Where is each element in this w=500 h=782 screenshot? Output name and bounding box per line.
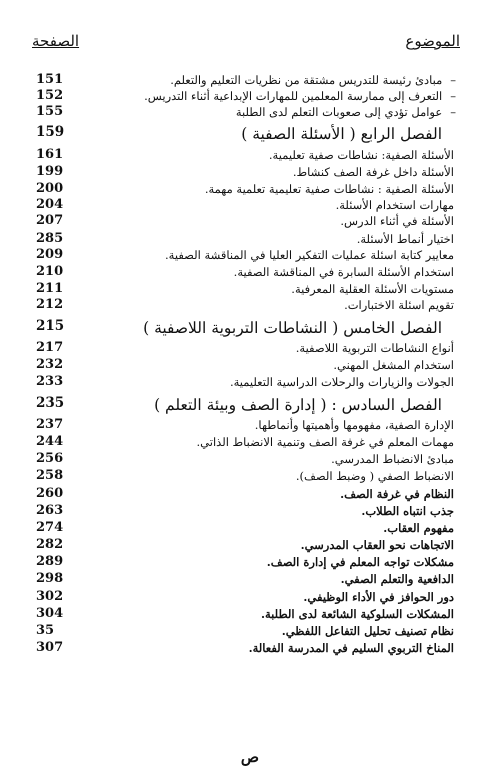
toc-entry-text: الاتجاهات نحو العقاب المدرسي. [300, 538, 454, 552]
toc-page-number: 235 [36, 395, 65, 411]
toc-page-number: 258 [36, 468, 64, 483]
toc-page-number: 212 [36, 297, 64, 312]
toc-entry-text: مستويات الأسئلة العقلية المعرفية. [291, 282, 454, 296]
toc-page-number: 209 [36, 247, 64, 262]
toc-entry-text: مفهوم العقاب. [383, 521, 454, 535]
toc-entry-text: – مبادئ رئيسة للتدريس مشتقة من نظريات التعليم والتعلم. [66, 72, 456, 88]
toc-entry-text: المناخ التربوي السليم في المدرسة الفعالة. [248, 641, 454, 655]
toc-entry-text: – عوامل تؤدي إلى صعوبات التعلم لدى الطلبة [66, 104, 456, 120]
toc-entry-text: مهارات استخدام الأسئلة. [335, 198, 454, 212]
toc-page-number: 35 [36, 623, 55, 638]
toc-entry-text: الأسئلة داخل غرفة الصف كنشاط. [292, 165, 454, 179]
toc-page-number: 161 [36, 147, 64, 162]
page-footer-letter: ص [240, 748, 260, 766]
toc-entry-text: الأسئلة في أثناء الدرس. [340, 214, 454, 228]
toc-entry-text: استخدام الأسئلة السابرة في المناقشة الصفية. [233, 265, 454, 279]
toc-page-number: 244 [36, 434, 64, 449]
toc-page-number: 256 [36, 451, 64, 466]
toc-page-number: 211 [36, 281, 64, 296]
toc-chapter-row [0, 395, 500, 417]
toc-row [0, 374, 500, 396]
toc-chapter-row [0, 318, 500, 340]
toc-entry-text: أنواع النشاطات التربوية اللاصفية. [295, 341, 454, 355]
toc-entry-text: الإدارة الصفية، مفهومها وأهميتها وأنماطها. [254, 418, 454, 432]
toc-entry-text: نظام تصنيف تحليل التفاعل اللفظي. [281, 624, 454, 638]
toc-chapter-title: الفصل الخامس ( النشاطات التربوية اللاصفية ) [143, 319, 442, 337]
toc-page-number: 159 [36, 124, 65, 140]
toc-page-number: 289 [36, 554, 64, 569]
toc-page-number: 282 [36, 537, 64, 552]
toc-entry-text: تقويم اسئلة الاختبارات. [344, 298, 454, 312]
toc-page-number: 151 [36, 72, 64, 87]
topic-column-header: الموضوع [405, 32, 460, 50]
toc-entry-text: مشكلات تواجه المعلم في إدارة الصف. [266, 555, 454, 569]
toc-entry-text: اختيار أنماط الأسئلة. [356, 232, 454, 246]
toc-entry-text: استخدام المشغل المهني. [333, 358, 454, 372]
toc-page-number: 217 [36, 340, 64, 355]
page-column-header: الصفحة [32, 32, 80, 50]
toc-entry-text: – التعرف إلى ممارسة المعلمين للمهارات الإبداعية أثناء التدريس. [66, 88, 456, 104]
toc-page-number: 285 [36, 231, 64, 246]
toc-page-number: 200 [36, 181, 64, 196]
toc-row [0, 104, 500, 126]
toc-entry-text: النظام في غرفة الصف. [340, 487, 454, 501]
toc-page-number: 232 [36, 357, 64, 372]
toc-entry-text: الأسئلة الصفية: نشاطات صفية تعليمية. [268, 148, 454, 162]
toc-page-number: 263 [36, 503, 64, 518]
toc-chapter-title: الفصل السادس : ( إدارة الصف وبيئة التعلم ) [154, 396, 442, 414]
toc-page-number: 215 [36, 318, 65, 334]
toc-entry-text: الدافعية والتعلم الصفي. [340, 572, 454, 586]
toc-page-number: 207 [36, 213, 64, 228]
toc-page-number: 298 [36, 571, 64, 586]
toc-chapter-title: الفصل الرابع ( الأسئلة الصفية ) [241, 125, 442, 143]
toc-page-number: 152 [36, 88, 64, 103]
toc-entry-text: المشكلات السلوكية الشائعة لدى الطلبة. [261, 607, 454, 621]
toc-page-number: 199 [36, 164, 64, 179]
toc-page-number: 302 [36, 589, 64, 604]
toc-entry-text: مهمات المعلم في غرفة الصف وتنمية الانضباط الذاتي. [196, 435, 454, 449]
toc-entry-text: دور الحوافز في الأداء الوظيفي. [303, 590, 454, 604]
toc-row [0, 640, 500, 662]
toc-entry-text: مبادئ الانضباط المدرسي. [331, 452, 454, 466]
toc-entry-text: الانضباط الصفي ( وضبط الصف). [295, 469, 454, 483]
toc-entry-text: الأسئلة الصفية : نشاطات صفية تعليمية تعلمية مهمة. [204, 182, 454, 196]
toc-chapter-row [0, 124, 500, 146]
toc-page-number: 307 [36, 640, 64, 655]
toc-row [0, 297, 500, 319]
toc-entry-text: جذب انتباه الطلاب. [361, 504, 454, 518]
toc-page-number: 260 [36, 486, 64, 501]
toc-page-number: 155 [36, 104, 64, 119]
toc-entry-text: معايير كتابة اسئلة عمليات التفكير العليا في المناقشة الصفية. [165, 248, 454, 262]
toc-page-number: 274 [36, 520, 64, 535]
toc-page-number: 233 [36, 374, 64, 389]
toc-page-number: 204 [36, 197, 64, 212]
toc-page-number: 304 [36, 606, 64, 621]
toc-page-number: 237 [36, 417, 64, 432]
toc-entry-text: الجولات والزيارات والرحلات الدراسية التعليمية. [229, 375, 454, 389]
toc-page-number: 210 [36, 264, 64, 279]
